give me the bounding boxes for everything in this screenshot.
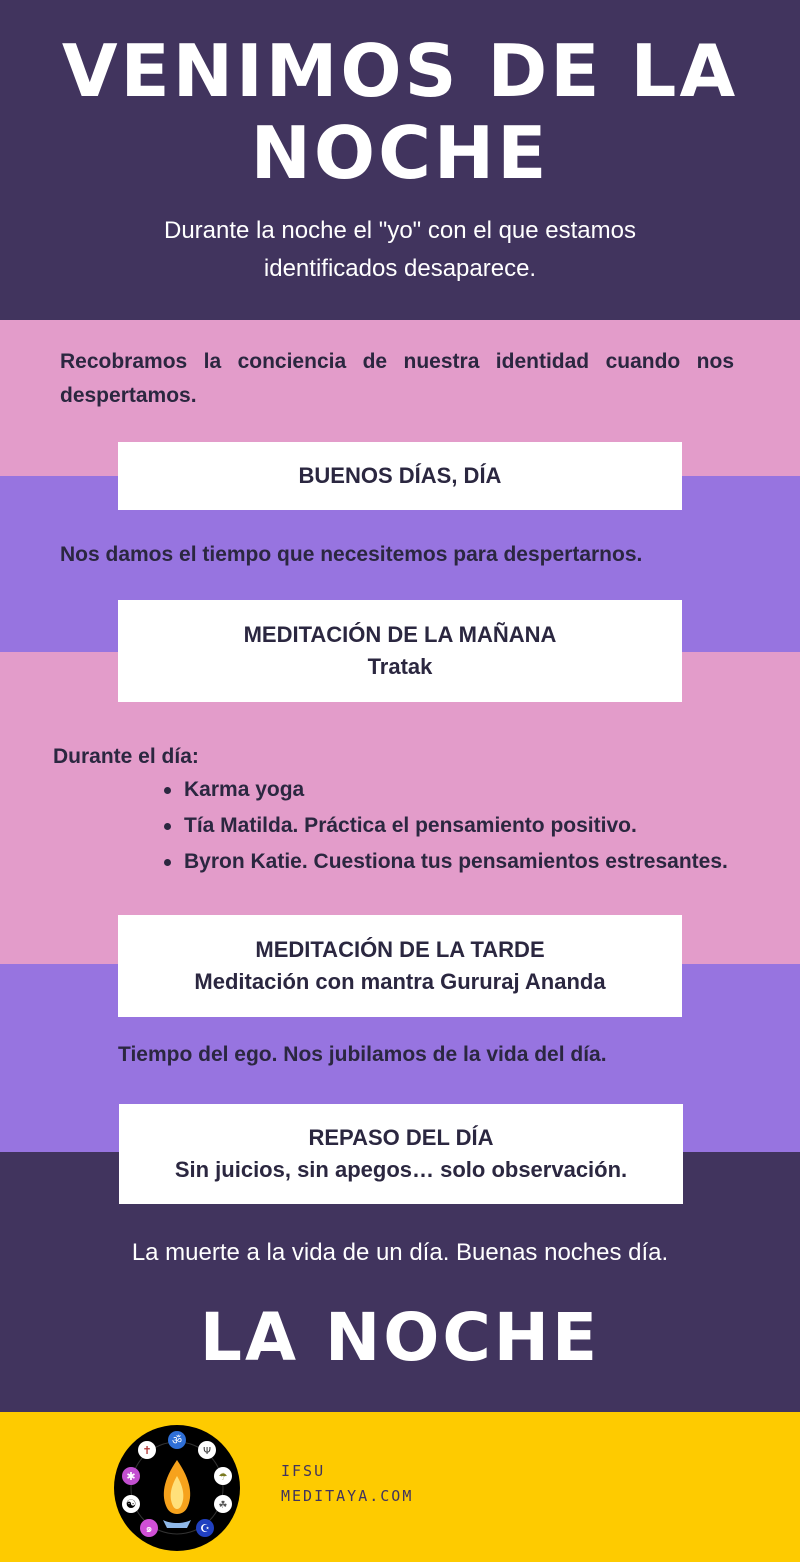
- interfaith-symbols-flame-logo-icon: [113, 1424, 241, 1552]
- svg-text:๑: ๑: [145, 1522, 153, 1535]
- svg-text:✱: ✱: [126, 1470, 136, 1483]
- morning-meditation-card: [118, 600, 682, 702]
- daytime-list: [162, 772, 728, 880]
- list-item: Karma yoga: [162, 772, 728, 808]
- review-subtitle: Sin juicios, sin apegos… solo observación.: [174, 1157, 628, 1182]
- footer-line-1: IFSU: [281, 1462, 326, 1480]
- svg-text:☂: ☂: [218, 1472, 228, 1483]
- evening-meditation-title: MEDITACIÓN DE LA TARDE: [255, 937, 545, 962]
- list-item: Byron Katie. Cuestiona tus pensamientos estresantes.: [162, 844, 728, 880]
- review-title: REPASO DEL DÍA: [308, 1125, 494, 1150]
- svg-text:✝: ✝: [142, 1444, 152, 1457]
- page-title: VENIMOS DE LA NOCHE: [61, 29, 739, 195]
- list-item: Tía Matilda. Práctica el pensamiento positivo.: [162, 808, 728, 844]
- svg-text:☯: ☯: [125, 1497, 137, 1511]
- night-title: LA NOCHE: [199, 1299, 601, 1376]
- evening-meditation-subtitle: Meditación con mantra Gururaj Ananda: [194, 969, 606, 994]
- svg-text:ॐ: ॐ: [171, 1434, 183, 1447]
- closing-text: La muerte a la vida de un día. Buenas noches día.: [131, 1239, 669, 1266]
- good-morning-title: BUENOS DÍAS, DÍA: [298, 463, 502, 488]
- review-card: [119, 1104, 683, 1204]
- morning-meditation-subtitle: Tratak: [367, 654, 433, 679]
- wake-text: Nos damos el tiempo que necesitemos para despertarnos.: [60, 543, 643, 566]
- footer-line-2: MEDITAYA.COM: [281, 1487, 414, 1505]
- intro-text: Durante la noche el "yo" con el que estamos identificados desaparece.: [164, 217, 636, 282]
- svg-text:Ψ: Ψ: [203, 1446, 211, 1457]
- svg-text:☘: ☘: [218, 1500, 228, 1511]
- morning-meditation-title: MEDITACIÓN DE LA MAÑANA: [243, 622, 557, 647]
- ego-text: Tiempo del ego. Nos jubilamos de la vida del día.: [118, 1043, 607, 1066]
- daytime-heading: Durante el día:: [53, 745, 199, 768]
- good-morning-card: [118, 442, 682, 510]
- evening-meditation-card: [118, 915, 682, 1017]
- svg-text:☪: ☪: [200, 1522, 210, 1535]
- awakening-text: Recobramos la conciencia de nuestra identidad cuando nos despertamos.: [60, 350, 734, 407]
